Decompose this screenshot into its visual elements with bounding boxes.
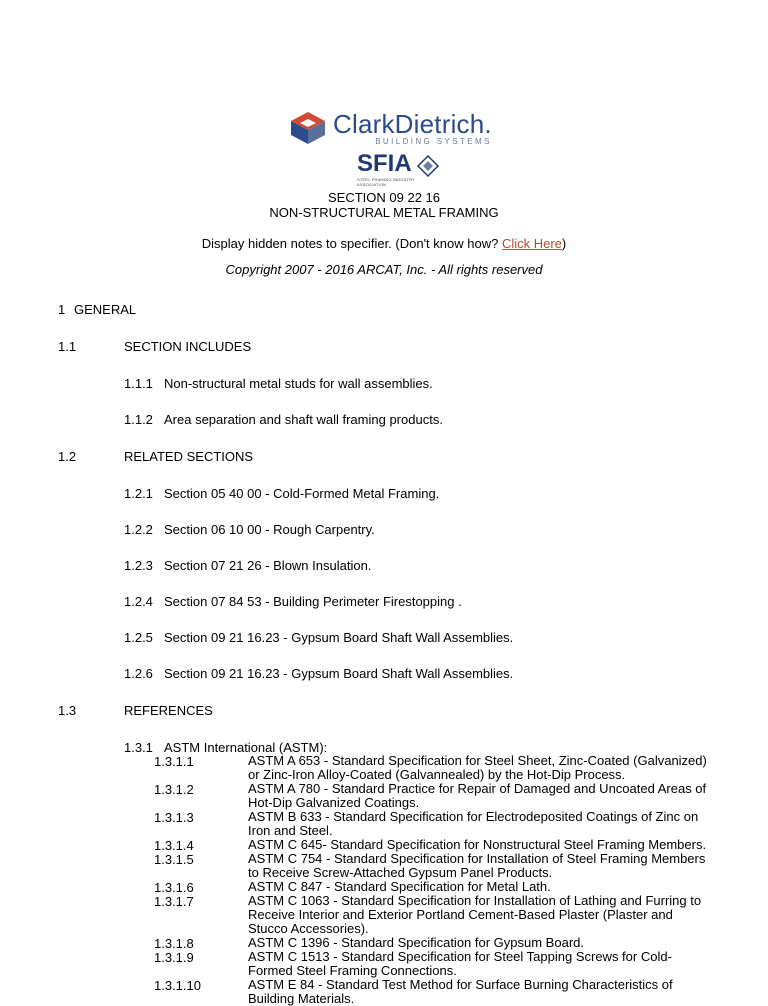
section-1-2-title: RELATED SECTIONS [124, 449, 254, 464]
section-1-3-title: REFERENCES [124, 703, 213, 718]
subitem-num: 1.3.1.4 [154, 838, 194, 853]
subitem-text: ASTM C 645- Standard Specification for Nonstructural Steel Framing Members. [248, 837, 707, 852]
item-num: 1.3.1 [124, 740, 153, 755]
subitem-num: 1.3.1.3 [154, 810, 194, 825]
subitem-num: 1.3.1.10 [154, 978, 201, 993]
subitem-text: ASTM A 653 - Standard Specification for Steel Sheet, Zinc-Coated (Galvanized) or Zinc-Iron Alloy-Coated (Galvannealed) by the Hot-Dip Process. [248, 753, 707, 782]
section-1-3-num: 1.3 [58, 703, 77, 718]
subitem-num: 1.3.1.9 [154, 950, 194, 965]
logo-brand-name: ClarkDietrich. [333, 108, 492, 139]
subitem-num: 1.3.1.5 [154, 852, 194, 867]
sfia-sub: STEEL FRAMING INDUSTRY ASSOCIATION [357, 177, 415, 187]
item-num: 1.2.5 [124, 630, 153, 645]
item-num: 1.2.4 [124, 594, 153, 609]
item-text: Section 07 84 53 - Building Perimeter Firestopping . [164, 594, 462, 609]
section-1-1-title: SECTION INCLUDES [124, 339, 252, 354]
item-text: ASTM International (ASTM): [164, 740, 328, 755]
section-title: NON-STRUCTURAL METAL FRAMING [269, 205, 499, 220]
item-text: Section 07 21 26 - Blown Insulation. [164, 558, 372, 573]
subitem-text: ASTM E 84 - Standard Test Method for Surface Burning Characteristics of Building Materials. [248, 977, 673, 1006]
subitem-text: ASTM C 847 - Standard Specification for Metal Lath. [248, 879, 551, 894]
subitem-num: 1.3.1.2 [154, 782, 194, 797]
clarkdietrich-logo [289, 108, 507, 148]
section-number: SECTION 09 22 16 [328, 190, 440, 205]
part-title: GENERAL [74, 302, 137, 317]
sfia-logo [357, 152, 445, 186]
item-num: 1.2.2 [124, 522, 153, 537]
item-text: Section 09 21 16.23 - Gypsum Board Shaft Wall Assemblies. [164, 666, 514, 681]
subitem-num: 1.3.1.8 [154, 936, 194, 951]
hidden-notes-line [0, 236, 768, 251]
item-text: Area separation and shaft wall framing products. [164, 412, 443, 427]
item-text: Non-structural metal studs for wall assemblies. [164, 376, 433, 391]
copyright-line: Copyright 2007 - 2016 ARCAT, Inc. - All rights reserved [225, 262, 543, 277]
subitem-text: ASTM C 1063 - Standard Specification for Installation of Lathing and Furring to Receive Interior and Exterior Portland Cement-Based Plaster (Plaster and Stucco Accessories). [248, 893, 702, 936]
logo-brand-sub: BUILDING SYSTEMS [375, 136, 492, 146]
subitem-num: 1.3.1.6 [154, 880, 194, 895]
hidden-notes-text: Display hidden notes to specifier. (Don't know how? [201, 236, 502, 251]
subitem-num: 1.3.1.7 [154, 894, 194, 909]
item-num: 1.2.3 [124, 558, 153, 573]
part-number: 1 [58, 302, 66, 317]
subitem-text: ASTM A 780 - Standard Practice for Repair of Damaged and Uncoated Areas of Hot-Dip Galvanized Coatings. [248, 781, 707, 810]
item-num: 1.2.1 [124, 486, 153, 501]
item-text: Section 09 21 16.23 - Gypsum Board Shaft Wall Assemblies. [164, 630, 514, 645]
clarkdietrich-mark-icon [289, 111, 327, 145]
section-1-1-num: 1.1 [58, 339, 77, 354]
subitem-text: ASTM C 1513 - Standard Specification for Steel Tapping Screws for Cold-Formed Steel Framing Connections. [248, 949, 672, 978]
subitem-num: 1.3.1.1 [154, 754, 194, 769]
item-num: 1.1.2 [124, 412, 153, 427]
item-text: Section 05 40 00 - Cold-Formed Metal Framing. [164, 486, 440, 501]
hidden-notes-close: ) [561, 236, 567, 251]
click-here-link[interactable]: Click Here [501, 236, 562, 251]
sfia-diamond-icon [417, 155, 439, 177]
section-1-2-num: 1.2 [58, 449, 77, 464]
subitem-text: ASTM C 1396 - Standard Specification for Gypsum Board. [248, 935, 584, 950]
sfia-name: SFIA [357, 150, 412, 177]
subitem-text: ASTM C 754 - Standard Specification for Installation of Steel Framing Members to Receive Screw-Attached Gypsum Panel Products. [248, 851, 706, 880]
item-num: 1.1.1 [124, 376, 153, 391]
item-num: 1.2.6 [124, 666, 153, 681]
item-text: Section 06 10 00 - Rough Carpentry. [164, 522, 375, 537]
subitem-text: ASTM B 633 - Standard Specification for Electrodeposited Coatings of Zinc on Iron and Steel. [248, 809, 699, 838]
